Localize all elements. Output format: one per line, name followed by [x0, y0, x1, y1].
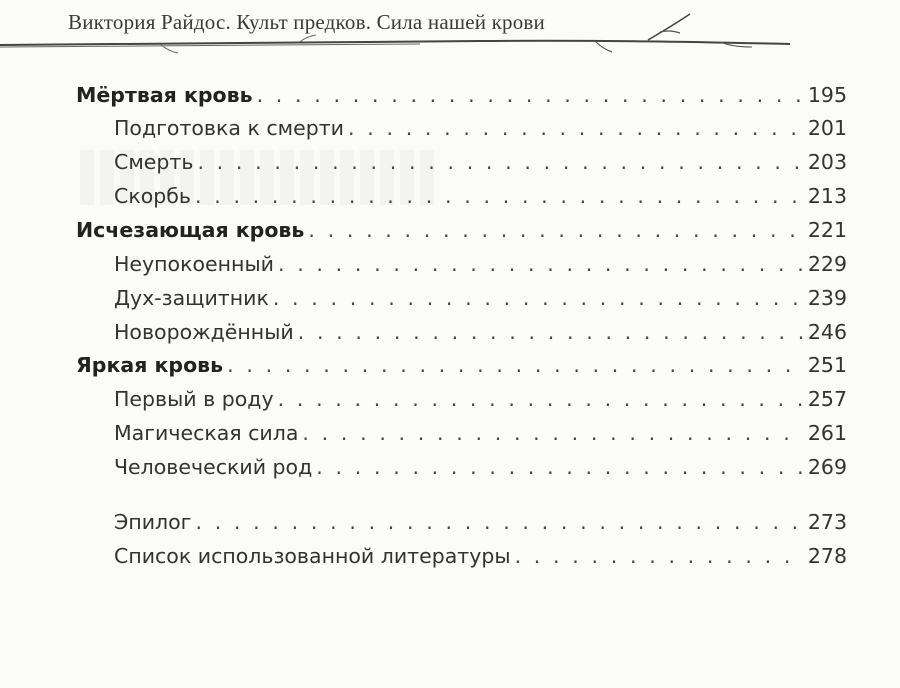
- toc-entry-section[interactable]: [114, 452, 847, 482]
- branch-divider-ornament: [0, 0, 900, 60]
- toc-entry-title: Яркая кровь: [76, 353, 224, 377]
- running-header: Виктория Райдос. Культ предков. Сила нашей крови: [68, 10, 545, 34]
- toc-entry-title: Скорбь: [114, 184, 191, 208]
- dot-leader: [257, 80, 802, 110]
- toc-entry-section[interactable]: [114, 113, 847, 143]
- toc-row: [0, 181, 900, 211]
- toc-entry-title: Новорождённый: [114, 320, 294, 344]
- toc-entry-section[interactable]: [114, 317, 847, 347]
- toc-entry-title: Дух-защитник: [114, 286, 269, 310]
- toc-entry-title: Список использованной литературы: [114, 544, 511, 568]
- toc-entry-page: 229: [807, 252, 847, 276]
- toc-row: [0, 215, 900, 245]
- dot-leader: [515, 541, 802, 571]
- toc-entry-page: 269: [807, 455, 847, 479]
- toc-entry-section[interactable]: [114, 249, 847, 279]
- toc-row: [0, 249, 900, 279]
- toc-entry-page: 246: [807, 320, 847, 344]
- toc-row: [0, 384, 900, 414]
- toc-entry-chapter[interactable]: [76, 80, 847, 110]
- dot-leader: [316, 452, 802, 482]
- toc-row: [0, 418, 900, 448]
- toc-entry-section[interactable]: [114, 418, 847, 448]
- toc-entry-title: Неупокоенный: [114, 252, 274, 276]
- toc-entry-section[interactable]: [114, 541, 847, 571]
- dot-leader: [195, 181, 802, 211]
- toc-entry-section[interactable]: [114, 384, 847, 414]
- toc-row: [0, 113, 900, 143]
- toc-entry-page: 257: [807, 387, 847, 411]
- toc-row: [0, 452, 900, 482]
- toc-entry-page: 251: [807, 353, 847, 377]
- toc-entry-title: Первый в роду: [114, 387, 274, 411]
- toc-entry-page: 273: [807, 510, 847, 534]
- toc-entry-page: 195: [807, 83, 847, 107]
- toc-entry-page: 201: [807, 116, 847, 140]
- toc-row: [0, 147, 900, 177]
- toc-entry-chapter[interactable]: [76, 350, 847, 380]
- toc-row: [0, 283, 900, 313]
- toc-row: [0, 350, 900, 380]
- dot-leader: [197, 147, 801, 177]
- dot-leader: [348, 113, 802, 143]
- toc-entry-title: Человеческий род: [114, 455, 313, 479]
- toc-entry-section[interactable]: [114, 507, 847, 537]
- toc-entry-title: Мёртвая кровь: [76, 83, 253, 107]
- toc-entry-title: Эпилог: [114, 510, 192, 534]
- toc-entry-section[interactable]: [114, 181, 847, 211]
- toc-row: [0, 541, 900, 571]
- dot-leader: [298, 317, 802, 347]
- dot-leader: [278, 249, 802, 279]
- toc-entry-page: 278: [807, 544, 847, 568]
- toc-entry-title: Смерть: [114, 150, 194, 174]
- toc-entry-section[interactable]: [114, 283, 847, 313]
- dot-leader: [227, 350, 802, 380]
- toc-entry-chapter[interactable]: [76, 215, 847, 245]
- dot-leader: [273, 283, 802, 313]
- toc-entry-section[interactable]: [114, 147, 847, 177]
- toc-entry-title: Подготовка к смерти: [114, 116, 344, 140]
- toc-entry-title: Магическая сила: [114, 421, 299, 445]
- toc-entry-page: 203: [807, 150, 847, 174]
- dot-leader: [278, 384, 802, 414]
- toc-entry-page: 221: [807, 218, 847, 242]
- toc-entry-page: 213: [807, 184, 847, 208]
- dot-leader: [308, 215, 801, 245]
- toc-row: [0, 317, 900, 347]
- dot-leader: [195, 507, 801, 537]
- toc-row: [0, 507, 900, 537]
- dot-leader: [302, 418, 801, 448]
- toc-entry-page: 261: [807, 421, 847, 445]
- toc-entry-title: Исчезающая кровь: [76, 218, 305, 242]
- toc-entry-page: 239: [807, 286, 847, 310]
- toc-row: [0, 80, 900, 110]
